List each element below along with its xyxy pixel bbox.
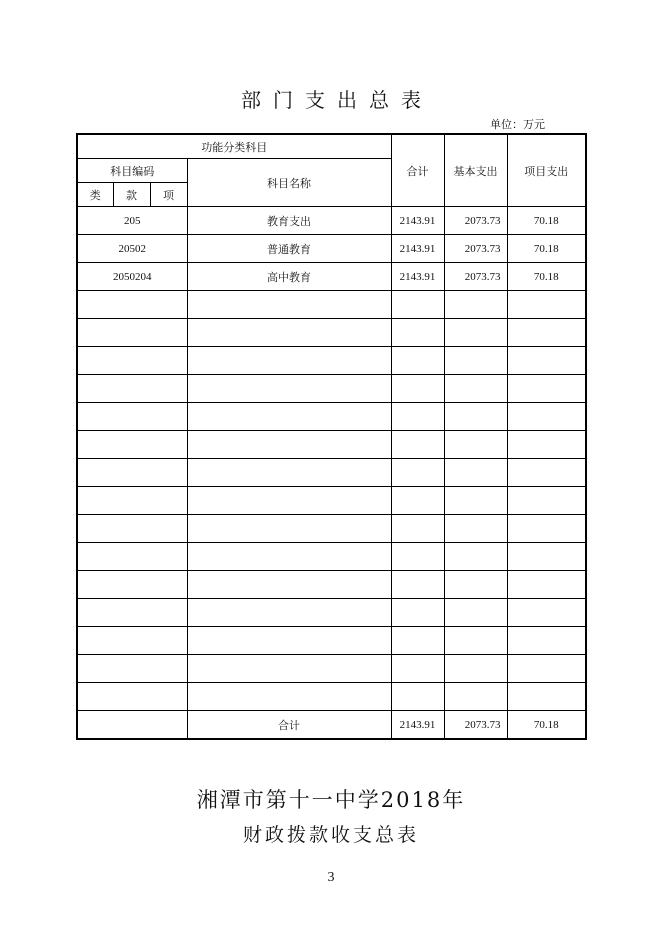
empty-cell: [187, 543, 391, 571]
basic-value: 2073.73: [444, 235, 507, 263]
total-value: 2143.91: [391, 207, 444, 235]
header-project: 项目支出: [507, 134, 586, 207]
empty-cell: [507, 403, 586, 431]
empty-cell: [507, 655, 586, 683]
empty-cell: [507, 459, 586, 487]
empty-cell: [507, 431, 586, 459]
empty-cell: [507, 347, 586, 375]
empty-cell: [187, 487, 391, 515]
table-row: [77, 235, 586, 263]
subject-code: 2050204: [77, 263, 187, 291]
empty-cell: [187, 627, 391, 655]
empty-cell: [507, 599, 586, 627]
empty-cell: [187, 683, 391, 711]
empty-cell: [391, 375, 444, 403]
empty-cell: [444, 571, 507, 599]
empty-cell: [391, 627, 444, 655]
empty-cell: [187, 403, 391, 431]
subject-code: 20502: [77, 235, 187, 263]
next-section-subtitle: 财政拨款收支总表: [242, 824, 419, 846]
subject-name: 普通教育: [187, 235, 391, 263]
empty-cell: [444, 291, 507, 319]
subject-code: 205: [77, 207, 187, 235]
header-lei: 类: [77, 183, 113, 207]
empty-cell: [187, 599, 391, 627]
empty-cell: [444, 431, 507, 459]
empty-cell: [507, 375, 586, 403]
empty-cell: [507, 515, 586, 543]
empty-cell: [77, 487, 187, 515]
header-xiang: 项: [150, 183, 187, 207]
empty-cell: [77, 319, 187, 347]
next-section-title: 湘潭市第十一中学2018年: [196, 788, 466, 812]
table-row: [77, 207, 586, 235]
basic-value: 2073.73: [444, 263, 507, 291]
empty-cell: [77, 543, 187, 571]
empty-cell: [444, 403, 507, 431]
empty-row: [77, 543, 586, 571]
empty-cell: [444, 655, 507, 683]
header-basic: 基本支出: [444, 134, 507, 207]
empty-cell: [444, 627, 507, 655]
empty-row: [77, 655, 586, 683]
empty-row: [77, 599, 586, 627]
empty-cell: [391, 683, 444, 711]
sum-label: 合计: [187, 711, 391, 740]
empty-cell: [507, 543, 586, 571]
empty-cell: [77, 599, 187, 627]
empty-cell: [77, 655, 187, 683]
empty-cell: [187, 347, 391, 375]
page-number: 3: [327, 870, 335, 885]
empty-cell: [391, 515, 444, 543]
empty-cell: [391, 655, 444, 683]
empty-row: [77, 515, 586, 543]
empty-cell: [391, 319, 444, 347]
empty-cell: [444, 599, 507, 627]
subject-name: 高中教育: [187, 263, 391, 291]
sum-total: 2143.91: [391, 711, 444, 740]
empty-cell: [187, 459, 391, 487]
empty-cell: [391, 571, 444, 599]
empty-cell: [391, 459, 444, 487]
empty-cell: [391, 487, 444, 515]
empty-cell: [187, 515, 391, 543]
empty-cell: [444, 543, 507, 571]
header-code: 科目编码: [77, 159, 187, 183]
empty-cell: [77, 431, 187, 459]
empty-cell: [391, 599, 444, 627]
empty-row: [77, 487, 586, 515]
empty-cell: [444, 683, 507, 711]
empty-cell: [77, 347, 187, 375]
empty-cell: [444, 375, 507, 403]
empty-cell: [77, 375, 187, 403]
empty-row: [77, 571, 586, 599]
empty-cell: [507, 627, 586, 655]
total-value: 2143.91: [391, 263, 444, 291]
empty-cell: [507, 291, 586, 319]
header-total: 合计: [391, 134, 444, 207]
project-value: 70.18: [507, 263, 586, 291]
empty-cell: [507, 319, 586, 347]
sum-basic: 2073.73: [444, 711, 507, 740]
expenditure-table: [76, 133, 587, 740]
empty-row: [77, 403, 586, 431]
empty-cell: [187, 291, 391, 319]
empty-cell: [187, 571, 391, 599]
empty-cell: [507, 571, 586, 599]
total-value: 2143.91: [391, 235, 444, 263]
empty-cell: [507, 487, 586, 515]
empty-cell: [187, 319, 391, 347]
project-value: 70.18: [507, 207, 586, 235]
empty-cell: [391, 291, 444, 319]
table-row: [77, 263, 586, 291]
empty-cell: [77, 459, 187, 487]
unit-label: 单位：万元: [490, 118, 545, 131]
empty-cell: [444, 459, 507, 487]
empty-row: [77, 431, 586, 459]
empty-cell: [444, 487, 507, 515]
project-value: 70.18: [507, 235, 586, 263]
subject-name: 教育支出: [187, 207, 391, 235]
empty-cell: [77, 403, 187, 431]
page-title: 部门支出总表: [241, 88, 433, 112]
empty-cell: [187, 375, 391, 403]
empty-row: [77, 627, 586, 655]
empty-cell: [507, 683, 586, 711]
empty-cell: [391, 347, 444, 375]
sum-project: 70.18: [507, 711, 586, 740]
empty-cell: [444, 319, 507, 347]
empty-cell: [77, 683, 187, 711]
empty-cell: [391, 403, 444, 431]
empty-cell: [77, 291, 187, 319]
sum-row: [77, 711, 586, 740]
empty-row: [77, 319, 586, 347]
empty-cell: [187, 655, 391, 683]
empty-cell: [391, 431, 444, 459]
empty-cell: [77, 711, 187, 740]
empty-cell: [391, 543, 444, 571]
header-group: 功能分类科目: [77, 134, 391, 159]
empty-cell: [444, 347, 507, 375]
empty-row: [77, 683, 586, 711]
empty-row: [77, 375, 586, 403]
empty-cell: [77, 515, 187, 543]
empty-row: [77, 347, 586, 375]
empty-row: [77, 459, 586, 487]
empty-cell: [444, 515, 507, 543]
basic-value: 2073.73: [444, 207, 507, 235]
empty-cell: [77, 571, 187, 599]
empty-cell: [187, 431, 391, 459]
header-kuan: 款: [113, 183, 150, 207]
empty-row: [77, 291, 586, 319]
empty-cell: [77, 627, 187, 655]
header-name: 科目名称: [187, 159, 391, 207]
